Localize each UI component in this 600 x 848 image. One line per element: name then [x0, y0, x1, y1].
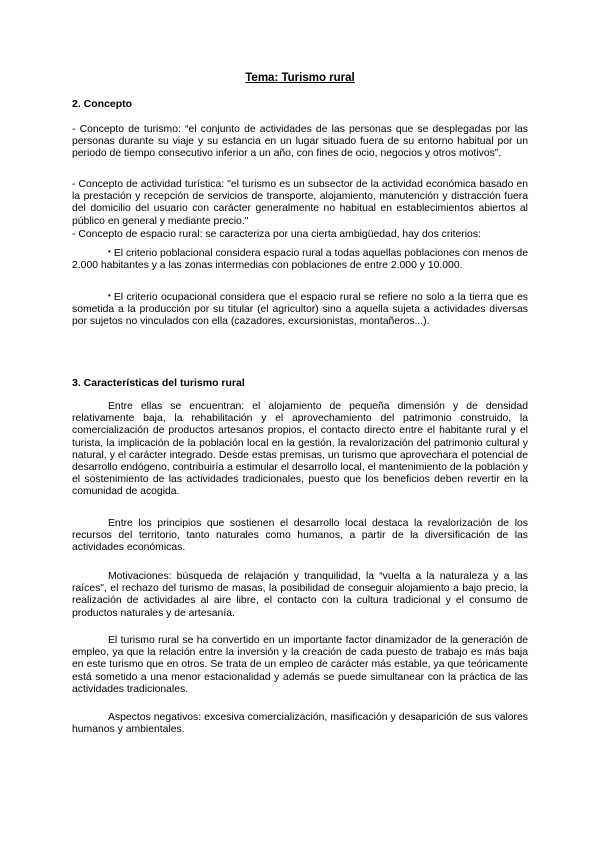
paragraph-aspectos-negativos: Aspectos negativos: excesiva comercialización, masificación y desaparición de sus valores humanos y ambientales.	[72, 712, 528, 736]
paragraph-actividad-turistica: - Concepto de actividad turística: "el turismo es un subsector de la actividad económica basado en la prestación y recepción de servicios de transporte, alojamiento, manutención y distracción fuera del domicilio del usuario con carácter generalmente no habitual en establecimientos abiertos al público en general y mediante precio."	[72, 179, 528, 227]
paragraph-concepto-turismo: - Concepto de turismo: “el conjunto de actividades de las personas que se desplegadas por las personas durante su viaje y su estancia en un lugar situado fuera de su entorno habitual por un periodo de tiempo consecutivo inferior a un año, con fines de ocio, negocios y otros motivos”.	[72, 124, 528, 160]
section-heading-concepto: 2. Concepto	[72, 98, 133, 110]
bullet-text: El criterio poblacional considera espacio rural a todas aquellas poblaciones con menos de 2.000 habitantes y a las zonas intermedias con poblaciones de entre 2.000 y 10.000.	[72, 248, 528, 272]
bullet-criterio-ocupacional	[72, 290, 528, 329]
page-title: Tema: Turismo rural	[245, 72, 355, 84]
paragraph-empleo: El turismo rural se ha convertido en un importante factor dinamizador de la generación de empleo, ya que la relación entre la inversión y la creación de cada puesto de trabajo es más baja en este turismo que en otros. Se trata de un empleo de carácter más estable, ya que teóricamente está sometido a una menor estacionalidad y además se puede simultanear con la práctica de las actividades tradicionales.	[72, 635, 528, 695]
bullet-criterio-poblacional	[72, 246, 528, 272]
paragraph-motivaciones: Motivaciones: búsqueda de relajación y tranquilidad, la “vuelta a la naturaleza y a las raíces", el rechazo del turismo de masas, la posibilidad de conseguir alojamiento a bajo precio, la realización de actividades al aire libre, el contacto con la cultura tradicional y el consumo de productos naturales y de artesanía.	[72, 571, 528, 619]
paragraph-principios: Entre los principios que sostienen el desarrollo local destaca la revalorización de los recursos del territorio, tanto naturales como humanos, a partir de la diversificación de las actividades económicas.	[72, 518, 528, 554]
bullet-icon: •	[108, 291, 111, 300]
paragraph-entre-ellas: Entre ellas se encuentran: el alojamiento de pequeña dimensión y de densidad relativamente baja, la rehabilitación y el aprovechamiento del patrimonio construido, la comercialización de productos artesanos propios, el contacto directo entre el habitante rural y el turista, la implicación de la población local en la gestión, la revalorización del patrimonio cultural y natural, y el carácter integrado. Desde estas premisas, un turismo que aprovechara el potencial de desarrollo endógeno, contribuiría a estimular el desarrollo local, el mantenimiento de la población y el sostenimiento de las actividades tradicionales, puesto que los beneficios deben revertir en la comunidad de acogida.	[72, 401, 528, 498]
paragraph-espacio-rural: - Concepto de espacio rural: se caracteriza por una cierta ambigüedad, hay dos criterios:	[72, 229, 481, 240]
bullet-icon: •	[108, 247, 111, 256]
section-heading-caracteristicas: 3. Características del turismo rural	[72, 377, 245, 389]
bullet-text: El criterio ocupacional considera que el espacio rural se refiere no solo a la tierra que es sometida a la producción por su titular (el agricultor) sino a aquella sujeta a actividades diversas por sujetos no vinculados con ella (cazadores, excursionistas, montañeros...).	[72, 292, 528, 328]
